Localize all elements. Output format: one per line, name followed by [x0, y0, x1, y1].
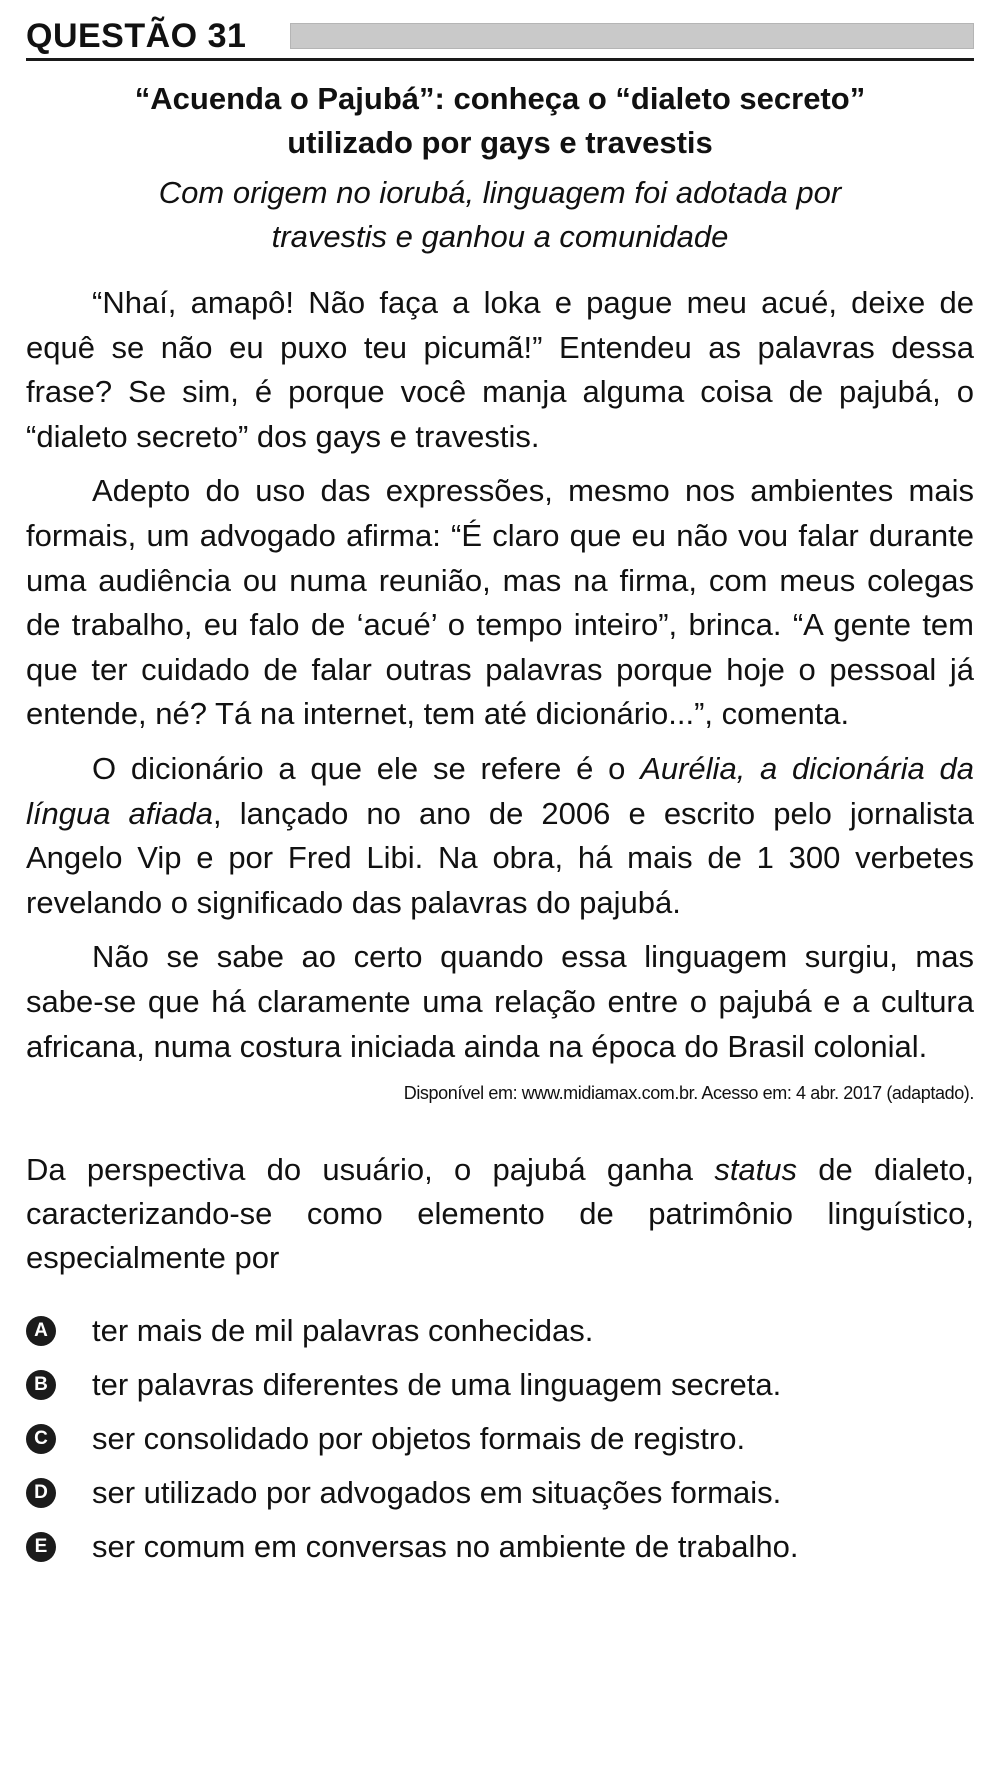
- option-e[interactable]: [26, 1520, 974, 1574]
- option-e-letter: E: [26, 1532, 56, 1562]
- question-number: QUESTÃO 31: [26, 16, 247, 55]
- question-header: [26, 14, 974, 61]
- stem-start: Da perspectiva do usuário, o pajubá ganha: [26, 1152, 715, 1188]
- option-b[interactable]: [26, 1358, 974, 1412]
- article-body: [26, 281, 974, 1069]
- article-paragraph-3: [26, 747, 974, 925]
- article-subtitle-line-1: Com origem no iorubá, linguagem foi adotada por: [158, 175, 842, 210]
- option-a-text: ter mais de mil palavras conhecidas.: [92, 1313, 594, 1349]
- option-d[interactable]: [26, 1466, 974, 1520]
- answer-options: [26, 1304, 974, 1574]
- article-title-line-2: utilizado por gays e travestis: [287, 125, 713, 160]
- article-paragraph-2: Adepto do uso das expressões, mesmo nos ambientes mais formais, um advogado afirma: “É claro que eu não vou falar durante uma audiência ou numa reunião, mas na firma, com meus colegas de trabalho, eu falo de ‘acué’ o tempo inteiro”, brinca. “A gente tem que ter cuidado de falar outras palavras porque hoje o pessoal já entende, né? Tá na internet, tem até dicionário...”, comenta.: [26, 473, 974, 732]
- option-c[interactable]: [26, 1412, 974, 1466]
- option-a-letter: A: [26, 1316, 56, 1346]
- paragraph-3-end: , lançado no ano de 2006 e escrito pelo jornalista Angelo Vip e por Fred Libi. Na obra, há mais de 1 300 verbetes revelando o significado das palavras do pajubá.: [26, 795, 974, 920]
- option-c-text: ser consolidado por objetos formais de registro.: [92, 1421, 746, 1457]
- article-subtitle: [26, 171, 974, 259]
- article-paragraph-1: “Nhaí, amapô! Não faça a loka e pague meu acué, deixe de equê se não eu puxo teu picumã!” Entendeu as palavras dessa frase? Se sim, é porque você manja alguma coisa de pajubá, o “dialeto secreto” dos gays e travestis.: [26, 285, 974, 454]
- option-a[interactable]: [26, 1304, 974, 1358]
- paragraph-3-start: O dicionário a que ele se refere é o: [92, 750, 641, 786]
- option-b-letter: B: [26, 1370, 56, 1400]
- stem-italic-word: status: [714, 1152, 798, 1188]
- header-gray-bar: [290, 23, 974, 49]
- article-subtitle-line-2: travestis e ganhou a comunidade: [271, 219, 729, 254]
- question-stem: [26, 1148, 974, 1280]
- option-c-letter: C: [26, 1424, 56, 1454]
- option-d-text: ser utilizado por advogados em situações formais.: [92, 1475, 782, 1511]
- article-title-line-1: “Acuenda o Pajubá”: conheça o “dialeto secreto”: [134, 81, 866, 116]
- option-b-text: ter palavras diferentes de uma linguagem secreta.: [92, 1367, 782, 1403]
- option-e-text: ser comum em conversas no ambiente de trabalho.: [92, 1529, 799, 1565]
- dictionary-title: Aurélia, a dicionária da língua afiada: [26, 750, 974, 831]
- article-paragraph-4: Não se sabe ao certo quando essa linguagem surgiu, mas sabe-se que há claramente uma relação entre o pajubá e a cultura africana, numa costura iniciada ainda na época do Brasil colonial.: [26, 939, 974, 1064]
- article-title: [26, 77, 974, 165]
- source-citation: Disponível em: www.midiamax.com.br. Acesso em: 4 abr. 2017 (adaptado).: [403, 1083, 974, 1104]
- option-d-letter: D: [26, 1478, 56, 1508]
- stem-end: de dialeto, caracterizando-se como elemento de patrimônio linguístico, especialmente por: [26, 1152, 975, 1276]
